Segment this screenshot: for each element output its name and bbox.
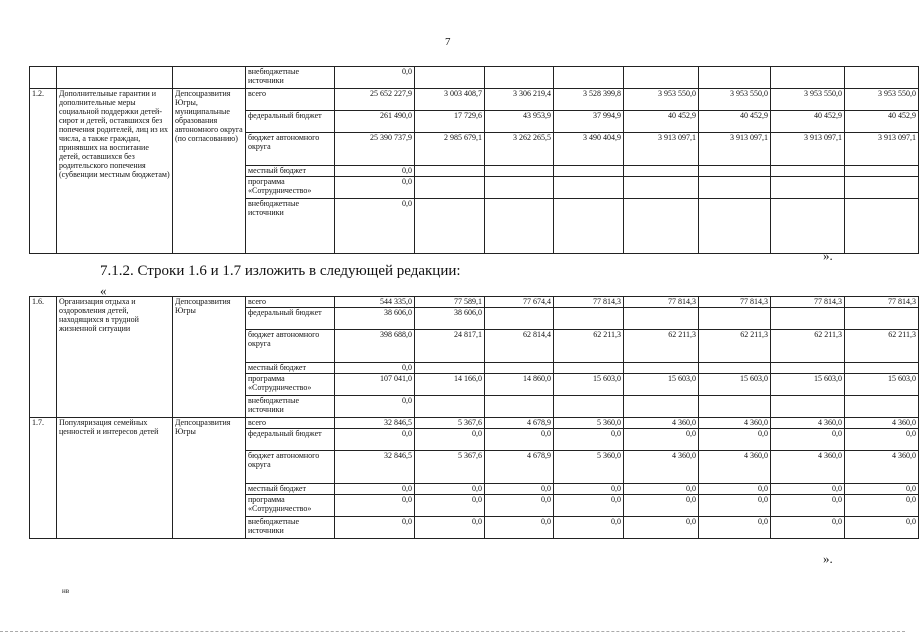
amount-cell: 77 814,3 bbox=[554, 297, 624, 308]
executor: Депсоцразвития Югры bbox=[173, 297, 246, 418]
amount-cell bbox=[845, 166, 919, 177]
amount-cell: 3 953 550,0 bbox=[845, 89, 919, 111]
amount-cell: 0,0 bbox=[335, 396, 415, 418]
amount-cell: 544 335,0 bbox=[335, 297, 415, 308]
amount-cell: 77 814,3 bbox=[624, 297, 699, 308]
funding-source: внебюджетные источники bbox=[246, 517, 335, 539]
amount-cell: 0,0 bbox=[415, 484, 485, 495]
amount-cell: 62 211,3 bbox=[624, 330, 699, 363]
row-number bbox=[30, 67, 57, 89]
amount-cell: 62 814,4 bbox=[485, 330, 554, 363]
scan-artifact-line bbox=[0, 631, 905, 632]
row-number: 1.6. bbox=[30, 297, 57, 418]
funding-source: местный бюджет bbox=[246, 484, 335, 495]
amount-cell: 62 211,3 bbox=[699, 330, 771, 363]
amount-cell: 0,0 bbox=[415, 429, 485, 451]
amount-cell: 37 994,9 bbox=[554, 111, 624, 133]
amount-cell: 17 729,6 bbox=[415, 111, 485, 133]
row-number: 1.2. bbox=[30, 89, 57, 254]
amount-cell bbox=[624, 166, 699, 177]
amount-cell bbox=[699, 396, 771, 418]
opening-quote: « bbox=[100, 283, 107, 298]
amount-cell bbox=[845, 199, 919, 254]
amount-cell: 77 814,3 bbox=[699, 297, 771, 308]
amount-cell: 62 211,3 bbox=[771, 330, 845, 363]
amount-cell bbox=[415, 199, 485, 254]
closing-quote: ». bbox=[823, 551, 833, 566]
executor: Депсоцразвития Югры bbox=[173, 418, 246, 539]
amount-cell: 5 367,6 bbox=[415, 418, 485, 429]
amount-cell: 15 603,0 bbox=[845, 374, 919, 396]
amount-cell: 4 360,0 bbox=[771, 418, 845, 429]
measure-name: Организация отдыха и оздоровления детей, находящихся в трудной жизненной ситуации bbox=[57, 297, 173, 418]
funding-source: внебюджетные источники bbox=[246, 199, 335, 254]
amount-cell: 14 860,0 bbox=[485, 374, 554, 396]
amount-cell bbox=[699, 177, 771, 199]
table-row bbox=[30, 89, 919, 111]
amount-cell: 0,0 bbox=[771, 517, 845, 539]
amount-cell: 0,0 bbox=[554, 495, 624, 517]
amount-cell bbox=[771, 308, 845, 330]
amount-cell bbox=[415, 363, 485, 374]
amount-cell: 15 603,0 bbox=[624, 374, 699, 396]
budget-table-new-rows bbox=[29, 296, 919, 539]
amount-cell: 40 452,9 bbox=[624, 111, 699, 133]
amount-cell bbox=[624, 396, 699, 418]
amount-cell: 0,0 bbox=[485, 517, 554, 539]
amount-cell: 40 452,9 bbox=[699, 111, 771, 133]
amount-cell: 0,0 bbox=[335, 199, 415, 254]
executor bbox=[173, 67, 246, 89]
amount-cell bbox=[771, 177, 845, 199]
amount-cell bbox=[624, 177, 699, 199]
amount-cell: 0,0 bbox=[624, 484, 699, 495]
funding-source: всего bbox=[246, 297, 335, 308]
amount-cell: 0,0 bbox=[335, 495, 415, 517]
amount-cell: 0,0 bbox=[699, 484, 771, 495]
amount-cell bbox=[845, 396, 919, 418]
funding-source: внебюджетные источники bbox=[246, 67, 335, 89]
amount-cell bbox=[485, 177, 554, 199]
funding-source: всего bbox=[246, 418, 335, 429]
amount-cell: 3 913 097,1 bbox=[771, 133, 845, 166]
amount-cell bbox=[845, 177, 919, 199]
table-row bbox=[30, 297, 919, 308]
amount-cell bbox=[699, 308, 771, 330]
amount-cell bbox=[554, 199, 624, 254]
table-top-body bbox=[30, 67, 919, 254]
amount-cell: 4 360,0 bbox=[699, 451, 771, 484]
amount-cell bbox=[845, 308, 919, 330]
amount-cell: 4 360,0 bbox=[624, 418, 699, 429]
footnote-mark: нв bbox=[62, 587, 70, 595]
amount-cell: 38 606,0 bbox=[335, 308, 415, 330]
amount-cell bbox=[485, 199, 554, 254]
amount-cell: 0,0 bbox=[554, 517, 624, 539]
amount-cell: 15 603,0 bbox=[771, 374, 845, 396]
amount-cell bbox=[624, 363, 699, 374]
page-number: 7 bbox=[445, 36, 451, 48]
amount-cell bbox=[554, 67, 624, 89]
amount-cell bbox=[771, 67, 845, 89]
amount-cell: 4 678,9 bbox=[485, 418, 554, 429]
amount-cell: 5 360,0 bbox=[554, 418, 624, 429]
amount-cell: 0,0 bbox=[335, 363, 415, 374]
amount-cell: 77 674,4 bbox=[485, 297, 554, 308]
amount-cell: 0,0 bbox=[485, 484, 554, 495]
amount-cell bbox=[415, 177, 485, 199]
amount-cell bbox=[699, 363, 771, 374]
amount-cell bbox=[624, 199, 699, 254]
amount-cell: 4 360,0 bbox=[624, 451, 699, 484]
funding-source: всего bbox=[246, 89, 335, 111]
measure-name: Популяризация семейных ценностей и интересов детей bbox=[57, 418, 173, 539]
row-number: 1.7. bbox=[30, 418, 57, 539]
amount-cell: 3 003 408,7 bbox=[415, 89, 485, 111]
amount-cell: 0,0 bbox=[335, 177, 415, 199]
funding-source: бюджет автономного округа bbox=[246, 330, 335, 363]
amount-cell bbox=[771, 363, 845, 374]
amount-cell bbox=[485, 308, 554, 330]
amount-cell bbox=[699, 199, 771, 254]
amount-cell: 40 452,9 bbox=[771, 111, 845, 133]
amount-cell: 0,0 bbox=[335, 517, 415, 539]
amount-cell: 62 211,3 bbox=[845, 330, 919, 363]
funding-source: внебюджетные источники bbox=[246, 396, 335, 418]
amendment-heading: 7.1.2. Строки 1.6 и 1.7 изложить в следующей редакции: bbox=[100, 263, 461, 279]
amount-cell: 0,0 bbox=[415, 495, 485, 517]
amount-cell: 261 490,0 bbox=[335, 111, 415, 133]
amount-cell: 38 606,0 bbox=[415, 308, 485, 330]
amount-cell: 0,0 bbox=[771, 429, 845, 451]
amount-cell: 3 953 550,0 bbox=[699, 89, 771, 111]
amount-cell: 15 603,0 bbox=[554, 374, 624, 396]
amount-cell: 77 814,3 bbox=[845, 297, 919, 308]
amount-cell bbox=[771, 199, 845, 254]
amount-cell: 5 360,0 bbox=[554, 451, 624, 484]
amount-cell: 3 490 404,9 bbox=[554, 133, 624, 166]
amount-cell: 3 953 550,0 bbox=[771, 89, 845, 111]
amount-cell bbox=[415, 67, 485, 89]
amount-cell bbox=[624, 67, 699, 89]
amount-cell: 0,0 bbox=[845, 517, 919, 539]
amount-cell bbox=[415, 166, 485, 177]
amount-cell: 25 652 227,9 bbox=[335, 89, 415, 111]
amount-cell: 4 360,0 bbox=[845, 451, 919, 484]
amount-cell: 0,0 bbox=[485, 429, 554, 451]
funding-source: программа «Сотрудничество» bbox=[246, 177, 335, 199]
table-row bbox=[30, 67, 919, 89]
executor: Депсоцразвития Югры, муниципальные образования автономного округа (по согласованию) bbox=[173, 89, 246, 254]
amount-cell bbox=[771, 396, 845, 418]
amount-cell bbox=[554, 396, 624, 418]
amount-cell: 0,0 bbox=[485, 495, 554, 517]
amount-cell: 77 814,3 bbox=[771, 297, 845, 308]
amount-cell: 398 688,0 bbox=[335, 330, 415, 363]
amount-cell: 0,0 bbox=[699, 495, 771, 517]
amount-cell: 77 589,1 bbox=[415, 297, 485, 308]
funding-source: федеральный бюджет bbox=[246, 111, 335, 133]
amount-cell: 0,0 bbox=[771, 484, 845, 495]
amount-cell: 0,0 bbox=[699, 517, 771, 539]
amount-cell: 3 913 097,1 bbox=[699, 133, 771, 166]
amount-cell bbox=[699, 67, 771, 89]
amount-cell bbox=[771, 166, 845, 177]
amount-cell bbox=[624, 308, 699, 330]
amount-cell: 0,0 bbox=[335, 166, 415, 177]
amount-cell bbox=[699, 166, 771, 177]
amount-cell: 0,0 bbox=[335, 67, 415, 89]
amount-cell: 0,0 bbox=[845, 495, 919, 517]
amount-cell: 43 953,9 bbox=[485, 111, 554, 133]
amount-cell: 107 041,0 bbox=[335, 374, 415, 396]
amount-cell: 3 913 097,1 bbox=[845, 133, 919, 166]
amount-cell: 32 846,5 bbox=[335, 451, 415, 484]
amount-cell: 40 452,9 bbox=[845, 111, 919, 133]
amount-cell bbox=[554, 177, 624, 199]
amount-cell bbox=[485, 67, 554, 89]
budget-table-continued bbox=[29, 66, 919, 254]
amount-cell: 0,0 bbox=[845, 429, 919, 451]
amount-cell: 0,0 bbox=[624, 495, 699, 517]
amount-cell bbox=[485, 166, 554, 177]
amount-cell: 24 817,1 bbox=[415, 330, 485, 363]
amount-cell: 2 985 679,1 bbox=[415, 133, 485, 166]
amount-cell: 15 603,0 bbox=[699, 374, 771, 396]
amount-cell: 4 360,0 bbox=[699, 418, 771, 429]
amount-cell: 0,0 bbox=[699, 429, 771, 451]
amount-cell: 0,0 bbox=[335, 484, 415, 495]
amount-cell bbox=[415, 396, 485, 418]
amount-cell bbox=[485, 396, 554, 418]
amount-cell bbox=[845, 363, 919, 374]
amount-cell bbox=[554, 363, 624, 374]
amount-cell bbox=[845, 67, 919, 89]
table-bottom-body bbox=[30, 297, 919, 539]
amount-cell: 3 262 265,5 bbox=[485, 133, 554, 166]
amount-cell bbox=[554, 166, 624, 177]
amount-cell: 0,0 bbox=[554, 484, 624, 495]
funding-source: местный бюджет bbox=[246, 166, 335, 177]
funding-source: бюджет автономного округа bbox=[246, 451, 335, 484]
amount-cell: 4 360,0 bbox=[845, 418, 919, 429]
amount-cell: 4 360,0 bbox=[771, 451, 845, 484]
amount-cell: 0,0 bbox=[415, 517, 485, 539]
amount-cell: 3 953 550,0 bbox=[624, 89, 699, 111]
amount-cell: 0,0 bbox=[771, 495, 845, 517]
amount-cell: 4 678,9 bbox=[485, 451, 554, 484]
amount-cell: 0,0 bbox=[624, 429, 699, 451]
amount-cell: 3 913 097,1 bbox=[624, 133, 699, 166]
amount-cell: 32 846,5 bbox=[335, 418, 415, 429]
amount-cell: 14 166,0 bbox=[415, 374, 485, 396]
funding-source: федеральный бюджет bbox=[246, 308, 335, 330]
measure-name bbox=[57, 67, 173, 89]
amount-cell: 0,0 bbox=[335, 429, 415, 451]
funding-source: бюджет автономного округа bbox=[246, 133, 335, 166]
table-row bbox=[30, 418, 919, 429]
funding-source: федеральный бюджет bbox=[246, 429, 335, 451]
amount-cell: 0,0 bbox=[624, 517, 699, 539]
amount-cell bbox=[554, 308, 624, 330]
amount-cell: 0,0 bbox=[845, 484, 919, 495]
funding-source: программа «Сотрудничество» bbox=[246, 495, 335, 517]
amount-cell: 25 390 737,9 bbox=[335, 133, 415, 166]
funding-source: местный бюджет bbox=[246, 363, 335, 374]
amount-cell bbox=[485, 363, 554, 374]
closing-quote: ». bbox=[823, 248, 833, 263]
amount-cell: 5 367,6 bbox=[415, 451, 485, 484]
amount-cell: 3 306 219,4 bbox=[485, 89, 554, 111]
amount-cell: 62 211,3 bbox=[554, 330, 624, 363]
funding-source: программа «Сотрудничество» bbox=[246, 374, 335, 396]
amount-cell: 0,0 bbox=[554, 429, 624, 451]
amount-cell: 3 528 399,8 bbox=[554, 89, 624, 111]
measure-name: Дополнительные гарантии и дополнительные меры социальной поддержки детей-сирот и детей, оставшихся без попечения родителей, лиц из их числа, а также граждан, принявших на воспитание детей, оставшихся без родительского попечения (субвенции местным бюджетам) bbox=[57, 89, 173, 254]
